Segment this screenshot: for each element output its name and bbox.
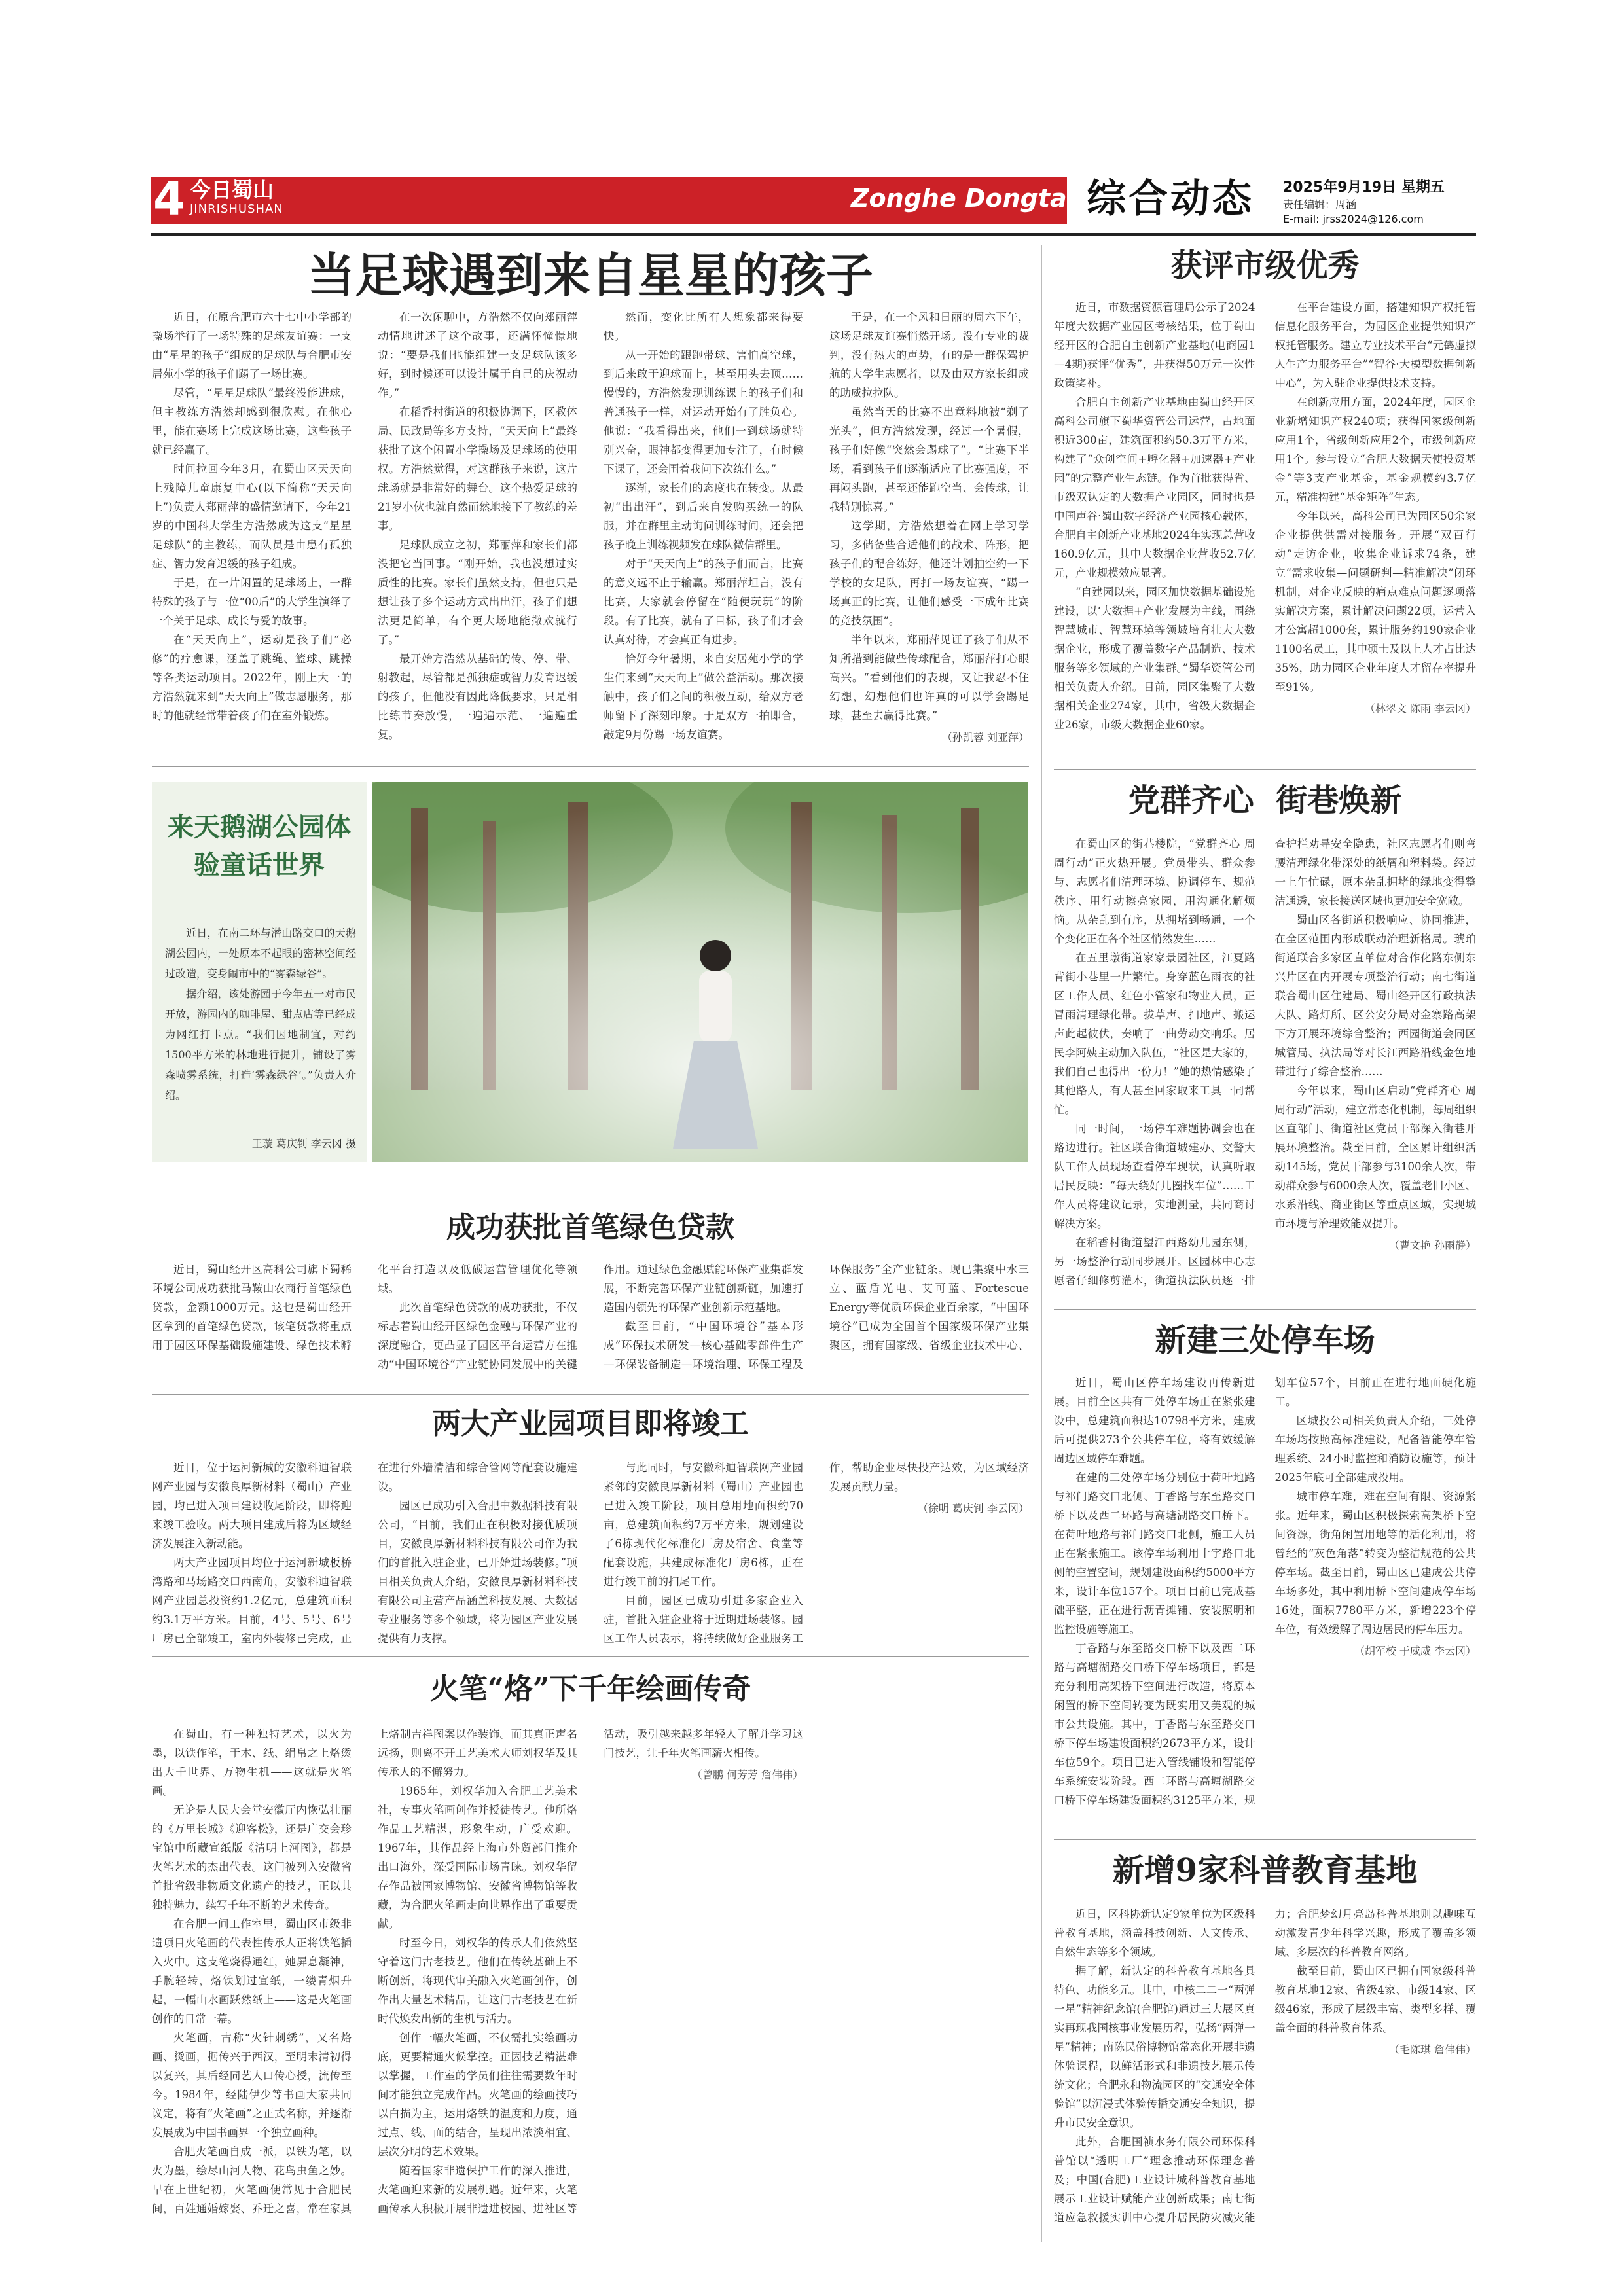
paragraph: 此次首笔绿色贷款的成功获批，不仅标志着蜀山经开区绿色金融与环保产业的深度融合，更凸显了园区平台运营方在推动“中国环境谷”产业链协同发展中的关键作用。通过绿色金融赋能环保产业集群发展，不断完善环保产业链创新链，加速打造国内领先的环保产业创新示范基地。 bbox=[378, 1263, 803, 1371]
paragraph: 在“天天向上”，运动是孩子们“必修”的疗愈课，涵盖了跳绳、篮球、跳操等各类运动项目。2022年，刚上大一的方浩然就来到“天天向上”做志愿服务，那时的他就经常带着孩子们在室外锻炼。 bbox=[152, 634, 352, 722]
paragraph: 近日，市数据资源管理局公示了2024年度大数据产业园区考核结果，位于蜀山经开区的合肥自主创新产业基地(电商园1—4期)获评“优秀”，并获得50万元一次性政策奖补。 bbox=[1054, 301, 1255, 389]
photo-headline: 来天鹅湖公园体验童话世界 bbox=[168, 812, 351, 880]
paragraph: 这学期，方浩然想着在网上学习学习，多储备些合适他们的战术、阵形，把孩子们的配合练好，他还计划抽空约一下学校的女足队，再打一场友谊赛，“踢一场真正的比赛，让他们感受一下成年比赛的竞技氛围”。 bbox=[829, 520, 1029, 627]
paragraph: 虽然当天的比赛不出意料地被“剃了光头”，但方浩然发现，经过一个暑假，孩子们好像“突然会踢球了”。“比赛下半场，看到孩子们逐渐适应了比赛强度，不再闷头跑，甚至还能跑空当、会传球，让我特别惊喜。” bbox=[829, 406, 1029, 513]
paragraph: 蜀山区各街道积极响应、协同推进，在全区范围内形成联动治理新格局。琥珀街道联合多家区直单位对合作化路东侧东兴片区在内开展专项整治行动；南七街道联合蜀山区住建局、蜀山经开区行政执法大队、路灯所、区公安分局对金寨路高架下方开展环境综合整治；西园街道会同区城管局、执法局等对长江西路沿线金色地带进行了综合整治…… bbox=[1274, 914, 1476, 1078]
paragraph: 在建的三处停车场分别位于荷叶地路与祁门路交口北侧、丁香路与东至路交口桥下以及西二环路与高塘湖路交口桥下。在荷叶地路与祁门路交口北侧，施工人员正在紧张施工。该停车场利用十字路口北侧的空置空间，规划建设面积约5000平方米，设计车位157个。项目目前已完成基础平整，正在进行沥青摊铺、安装照明和监控设施等施工。 bbox=[1054, 1471, 1255, 1636]
paragraph: 近日，在原合肥市六十七中小学部的操场举行了一场特殊的足球友谊赛：一支由“星星的孩子”组成的足球队与合肥市安居苑小学的孩子们踢了一场比赛。 bbox=[152, 311, 352, 380]
paragraph: 于是，在一片闲置的足球场上，一群特殊的孩子与一位“00后”的大学生演绎了一个关于足球、成长与爱的故事。 bbox=[152, 577, 352, 627]
paragraph: 据介绍，该处游园于今年五一对市民开放，游园内的咖啡屋、甜点店等已经成为网红打卡点。“我们因地制宜，对约1500平方米的林地进行提升，铺设了雾森喷雾系统，打造‘雾森绿谷’。”负责人介绍。 bbox=[165, 988, 356, 1102]
paragraph: 对于“天天向上”的孩子们而言，比赛的意义远不止于输赢。郑丽萍坦言，没有比赛，大家就会停留在“随便玩玩”的阶段。有了比赛，就有了目标，孩子们才会认真对待，才会真正有进步。 bbox=[604, 558, 803, 646]
paragraph: 城市停车难，难在空间有限、资源紧张。近年来，蜀山区积极探索高架桥下空间资源，街角闲置用地等的活化利用，将曾经的“灰色角落”转变为整洁规范的公共停车场。截至目前，蜀山区已建成公共停车场多处，其中利用桥下空间建成停车场16处，面积7780平方米，新增223个停车位，有效缓解了周边居民的停车压力。 bbox=[1274, 1490, 1476, 1636]
paragraph: 时至今日，刘权华的传承人们依然坚守着这门古老技艺。他们在传统基础上不断创新，将现代审美融入火笔画创作，创作出大量艺术精品，让这门古老技艺在新时代焕发出新的生机与活力。 bbox=[378, 1937, 577, 2025]
article-football-body bbox=[152, 308, 1029, 759]
byline: （毛陈琪 詹伟伟） bbox=[1388, 2043, 1476, 2056]
paragraph: 逐渐，家长们的态度也在转变。从最初“出出汗”，到后来自发购买统一的队服，并在群里主动询问训练时间，还会把孩子晚上训练视频发在球队微信群里。 bbox=[604, 482, 803, 551]
byline: （孙凯蓉 刘亚萍） bbox=[941, 731, 1029, 744]
section-divider bbox=[1054, 769, 1476, 770]
paragraph: 近日，蜀山经开区高科公司旗下蜀稀环境公司成功获批马鞍山农商行首笔绿色贷款，金额1000万元。这也是蜀山经开区拿到的首笔绿色贷款，该笔贷款将重点用于园区环保基础设施建设、绿色技术孵化平台打造以及低碳运营管理优化等领域。 bbox=[152, 1263, 577, 1352]
paragraph: 在五里墩街道家家景园社区，江夏路背街小巷里一片繁忙。身穿蓝色雨衣的社区工作人员、红色小管家和物业人员，正冒雨清理绿化带。拔草声、扫地声、搬运声此起彼伏，奏响了一曲劳动交响乐。居民李阿姨主动加入队伍，“社区是大家的，我们自己也得出一份力！”她的热情感染了其他路人，有人甚至回家取来工具一同帮忙。 bbox=[1054, 952, 1255, 1116]
paragraph: 在合肥一间工作室里，蜀山区市级非遗项目火笔画的代表性传承人正将铁笔插入火中。这支笔烧得通红，她屏息凝神，手腕轻转，烙铁划过宣纸，一缕青烟升起，一幅山水画跃然纸上——这是火笔画创作的日常一幕。 bbox=[152, 1918, 352, 2025]
headline-parking: 新建三处停车场 bbox=[1155, 1322, 1375, 1359]
paragraph: 截至目前，“中国环境谷”基本形成“环保技术研发—核心基础零部件生产—环保装备制造—环境治理、环保工程及环保服务”全产业链条。现已集聚中水三立、蓝盾光电、艾可蓝、Fortescue Energy等优质环保企业百余家，“中国环境谷”已成为全国首个国家级环保产业集聚区，拥有国家级、省级企业技术中心、 bbox=[604, 1263, 1029, 1371]
paragraph: 今年以来，蜀山区启动“党群齐心 周周行动”活动，建立常态化机制，每周组织区直部门、街道社区党员干部深入街巷开展环境整治。截至目前，全区累计组织活动145场，党员干部参与3100余人次，带动群众参与6000余人次，覆盖老旧小区、水系沿线、商业街区等重点区域，实现城市环境与治理效能双提升。 bbox=[1274, 1085, 1476, 1230]
article-evaluation-body bbox=[1054, 298, 1476, 762]
paragraph: 随着国家非遗保护工作的深入推进，火笔画迎来新的发展机遇。近年来，火笔画传承人积极开展非遗进校园、进社区等活动，吸引越来越多年轻人了解并学习这门技艺，让千年火笔画薪火相传。 bbox=[378, 1728, 803, 2215]
paragraph: 近日，位于运河新城的安徽科迪智联网产业园与安徽良厚新材料（蜀山）产业园，均已进入项目建设收尾阶段，即将迎来竣工验收。两大项目建成后将为区域经济发展注入新动能。 bbox=[152, 1462, 352, 1550]
paragraph: 与此同时，与安徽科迪智联网产业园紧邻的安徽良厚新材料（蜀山）产业园也已进入竣工阶段，项目总用地面积约70亩，总建筑面积约7万平方米，规划建设了6栋现代化标准化厂房及宿舍、食堂等配套设施，共建成标准化厂房6栋，正在进行竣工前的扫尾工作。 bbox=[604, 1462, 803, 1588]
paragraph: 半年以来，郑丽萍见证了孩子们从不知所措到能做些传球配合，郑丽萍打心眼高兴。“看到他们的表现，又让我忍不住幻想，幻想他们也许真的可以学会踢足球，甚至去赢得比赛。” bbox=[829, 634, 1029, 722]
paragraph: 此外，合肥国祯水务有限公司环保科普馆以“透明工厂”理念推动环保理念普及；中国(合肥)工业设计城科普教育基地展示工业设计赋能产业创新成果；南七街道应急救援实训中心提升居民防灾减灾能力；合肥梦幻月亮岛科普基地则以趣味互动激发青少年科学兴趣，形成了覆盖多领域、多层次的科普教育网络。 bbox=[1054, 1908, 1476, 2224]
section-divider bbox=[152, 1394, 1029, 1395]
paragraph: 最开始方浩然从基础的传、停、带、射教起，尽管都是孤独症或智力发育迟缓的孩子，但他没有因此降低要求，只是相比练节奏放慢，一遍遍示范、一遍遍重复。 bbox=[378, 653, 577, 741]
paragraph: 1965年，刘权华加入合肥工艺美术社，专事火笔画创作并授徒传艺。他所烙作品工艺精湛，形象生动，广受欢迎。1967年，其作品经上海市外贸部门推介出口海外，深受国际市场青睐。刘权华留存作品被国家博物馆、安徽省博物馆等收藏，为合肥火笔画走向世界作出了重要贡献。 bbox=[378, 1785, 577, 1930]
paragraph: 丁香路与东至路交口桥下以及西二环路与高塘湖路交口桥下停车场项目，都是充分利用高架桥下空间进行改造，将原本闲置的桥下空间转变为既实用又美观的城市公共设施。其中，丁香路与东至路交口桥下停车场建设面积约2673平方米，设计车位59个。项目已进入管线铺设和智能停车系统安装阶段。西二环路与高塘湖路交口桥下停车场建设面积约3125平方米，规划车位57个，目前正在进行地面硬化施工。 bbox=[1054, 1376, 1476, 1806]
headline-party: 党群齐心 街巷焕新 bbox=[1128, 782, 1402, 819]
park-photo-graphic bbox=[372, 782, 1028, 1162]
paragraph: 在稻香村街道望江西路幼儿园东侧，另一场整治行动同步展开。区园林中心志愿者仔细修剪灌木，街道执法队员逐一排查护栏劝导安全隐患，社区志愿者们则弯腰清理绿化带深处的纸屑和塑料袋。经过一上午忙碌，原本杂乱拥堵的绿地变得整洁通透，家长接送区域也更加安全宽敞。 bbox=[1054, 838, 1476, 1287]
paper-name: 今日蜀山 bbox=[190, 177, 274, 202]
article-pyrography-body bbox=[152, 1725, 1029, 2235]
page-number: 4 bbox=[153, 172, 185, 226]
paragraph: 截至目前，蜀山区已拥有国家级科普教育基地12家、省级4家、市级14家、区级46家，形成了层级丰富、类型多样、覆盖全面的科普教育体系。 bbox=[1274, 1965, 1476, 2034]
paragraph: 区城投公司相关负责人介绍，三处停车场均按照高标准建设，配备智能停车管理系统、24小时监控和消防设施等，预计2025年底可全部建成投用。 bbox=[1274, 1414, 1476, 1484]
header-rule bbox=[151, 233, 1476, 236]
section-title-zh: 综合动态 bbox=[1087, 176, 1254, 222]
byline: （曾鹏 何芳芳 詹伟伟） bbox=[691, 1768, 803, 1781]
paragraph: 合肥火笔画自成一派，以铁为笔，以火为墨，绘尽山河人物、花鸟虫鱼之妙。早在上世纪初，火笔画便常见于合肥民间，百姓通婚嫁娶、乔迁之喜，常在家具上烙制吉祥图案以作装饰。而其真正声名远扬，则离不开工艺美术大师刘权华及其传承人的不懈努力。 bbox=[152, 1728, 577, 2215]
paragraph: 合肥自主创新产业基地由蜀山经开区高科公司旗下蜀华资管公司运营，占地面积近300亩，建筑面积约50.3万平方米，构建了“众创空间+孵化器+加速器+产业园”的完整产业生态链。作为首批获得省、市级双认定的大数据产业园区，同时也是中国声谷·蜀山数字经济产业园核心载体，合肥自主创新产业基地2024年实现总营收160.9亿元，其中大数据企业营收52.7亿元，产业规模效应显著。 bbox=[1054, 396, 1255, 579]
article-parking-body bbox=[1054, 1373, 1476, 1831]
paragraph: 恰好今年暑期，来自安居苑小学的学生们来到“天天向上”做公益活动。那次接触中，孩子们之间的积极互动，给双方老师留下了深刻印象。于是双方一拍即合，敲定9月份踢一场友谊赛。 bbox=[604, 653, 803, 741]
paragraph: 在蜀山，有一种独特艺术，以火为墨，以铁作笔，于木、纸、绢帛之上烙烫出大千世界、万物生机——这就是火笔画。 bbox=[152, 1728, 352, 1797]
headline-loan: 成功获批首笔绿色贷款 bbox=[446, 1211, 734, 1244]
section-divider bbox=[152, 766, 1029, 767]
byline: （林翠文 陈雨 李云冈） bbox=[1364, 702, 1476, 715]
column-divider bbox=[1041, 245, 1042, 2242]
headline-industrial: 两大产业园项目即将竣工 bbox=[432, 1407, 749, 1441]
paragraph: 近日，区科协新认定9家单位为区级科普教育基地，涵盖科技创新、人文传承、自然生态等多个领域。 bbox=[1054, 1908, 1255, 1958]
issue-meta bbox=[1283, 178, 1445, 226]
paragraph: 园区已成功引入合肥中数据科技有限公司，“目前，我们正在积极对接优质项目，安徽良厚新材料科技有限公司作为我们的首批入驻企业，已开始进场装修。”项目相关负责人介绍，安徽良厚新材料科技有限公司主营产品涵盖科技发展、大数据专业服务等多个领域，将为园区产业发展提供有力支撑。 bbox=[378, 1499, 577, 1645]
article-science-body bbox=[1054, 1905, 1476, 2235]
park-photo bbox=[372, 782, 1028, 1162]
paragraph: 在蜀山区的街巷楼院，“党群齐心 周周行动”正火热开展。党员带头、群众参与、志愿者们清理环境、协调停车、规范秩序、用行动擦亮家园，用沟通化解烦恼。从杂乱到有序，从拥堵到畅通，一个个变化正在各个社区悄然发生…… bbox=[1054, 838, 1255, 945]
issue-email: E-mail: jrss2024@126.com bbox=[1283, 213, 1424, 225]
paper-pinyin: JINRISHUSHAN bbox=[190, 202, 283, 216]
paragraph: 从一开始的跟跑带球、害怕高空球，到后来敢于迎球而上，甚至用头去顶……慢慢的，方浩然发现训练课上的孩子们和普通孩子一样，对运动开始有了胜负心。他说：“我看得出来，他们一到球场就特别兴奋，眼神都变得更加专注了，有时候下课了，还会围着我问下次练什么。” bbox=[604, 349, 803, 475]
byline: （胡军校 于威威 李云冈） bbox=[1354, 1645, 1476, 1657]
photo-credit: 王璇 葛庆钊 李云冈 摄 bbox=[251, 1138, 356, 1150]
section-divider bbox=[1054, 1839, 1476, 1840]
paragraph: 火笔画，古称“火针刺绣”，又名烙画、烫画，据传兴于西汉，至明末清初得以复兴，其后经同艺人口传心授，流传至今。1984年，经陆伊少等书画大家共同议定，将有“火笔画”之正式名称，并逐渐发展成为中国书画界一个独立画种。 bbox=[152, 2032, 352, 2139]
paragraph: 目前，园区已成功引进多家企业入驻，首批入驻企业将于近期进场装修。园区工作人员表示，将持续做好企业服务工作，帮助企业尽快投产达效，为区域经济发展贡献力量。 bbox=[604, 1462, 1029, 1645]
paragraph: 同一时间，一场停车难题协调会也在路边进行。社区联合街道城建办、交警大队工作人员现场查看停车现状，认真听取居民反映：“每天绕好几圈找车位”……工作人员将建议记录，实地测量，共同商讨解决方案。 bbox=[1054, 1122, 1255, 1230]
paragraph: 然而，变化比所有人想象都来得要快。 bbox=[604, 311, 803, 342]
paragraph: 今年以来，高科公司已为园区50余家企业提供供需对接服务。开展“双百行动”走访企业，收集企业诉求74条，建立“需求收集—问题研判—精准解决”闭环机制，对企业反映的痛点难点问题逐项落实解决方案，累计解决问题22项，运营入才公寓超1000套，累计服务约190家企业1100名员工，其中硕士及以上人才占比达35%，助力园区企业年度人才留存率提升至91%。 bbox=[1274, 510, 1476, 693]
paragraph: 两大产业园项目均位于运河新城板桥湾路和马场路交口西南角，安徽科迪智联网产业园总投资约1.2亿元，总建筑面积约3.1万平方米。目前，4号、5号、6号厂房已全部竣工，室内外装修已完成，正在进行外墙清洁和综合管网等配套设施建设。 bbox=[152, 1462, 577, 1645]
paragraph: 于是，在一个风和日丽的周六下午，这场足球友谊赛悄然开场。没有专业的裁判，没有热大的声势，有的是一群保驾护航的大学生志愿者，以及由双方家长组成的助威拉拉队。 bbox=[829, 311, 1029, 399]
section-title-en: Zonghe Dongtai bbox=[851, 184, 1075, 213]
issue-editor: 责任编辑：周涵 bbox=[1283, 198, 1357, 211]
paragraph: 无论是人民大会堂安徽厅内恢弘壮丽的《万里长城》《迎客松》，还是广交会珍宝馆中所藏宣纸版《清明上河图》，都是火笔艺术的杰出代表。这门被列入安徽省首批省级非物质文化遗产的技艺，正以其独特魅力，续写千年不断的艺术传奇。 bbox=[152, 1804, 352, 1911]
headline-science: 新增9家科普教育基地 bbox=[1112, 1852, 1418, 1889]
headline-pyrography: 火笔“烙”下千年绘画传奇 bbox=[429, 1672, 751, 1706]
section-divider bbox=[1054, 1309, 1476, 1310]
byline: （曹文艳 孙雨静） bbox=[1388, 1239, 1476, 1251]
paragraph: 在平台建设方面，搭建知识产权托管信息化服务平台，为园区企业提供知识产权托管服务。建立专业技术平台“元鹤虚拟人生产力服务平台”“智谷·大模型数据创新中心”，为入驻企业提供技术支持。 bbox=[1274, 301, 1476, 389]
paragraph: 在稻香村街道的积极协调下，区教体局、民政局等多方支持，“天天向上”最终获批了这个闲置小学操场及足球场的使用权。方浩然觉得，对这群孩子来说，这片球场就是非常好的舞台。这个热爱足球的21岁小伙也就自然而然地接下了教练的差事。 bbox=[378, 406, 577, 532]
paragraph: 尽管，“星星足球队”最终没能进球，但主教练方浩然却感到很欣慰。在他心里，能在赛场上完成这场比赛，这些孩子就已经赢了。 bbox=[152, 387, 352, 456]
paragraph: 近日，在南二环与潜山路交口的天鹅湖公园内，一处原本不起眼的密林空间经过改造，变身闹市中的“雾森绿谷”。 bbox=[165, 927, 356, 980]
byline: （徐明 葛庆钊 李云冈） bbox=[917, 1502, 1029, 1515]
headline-football: 当足球遇到来自星星的孩子 bbox=[307, 247, 873, 303]
paragraph: 时间拉回今年3月，在蜀山区天天向上残障儿童康复中心(以下简称“天天向上”)负责人郑丽萍的盛情邀请下，今年21岁的中国科大学生方浩然成为这支“星星足球队”的主教练，而队员是由患有孤独症、智力发育迟缓的孩子组成。 bbox=[152, 463, 352, 570]
paragraph: 在创新应用方面，2024年度，园区企业新增知识产权240项；获得国家级创新应用1个，省级创新应用2个，市级创新应用1个。参与设立“合肥大数据天使投资基金”等3支产业基金，基金规模约3.7亿元，精准构建“基金矩阵”生态。 bbox=[1274, 396, 1476, 503]
issue-date: 2025年9月19日 星期五 bbox=[1283, 179, 1445, 196]
section-divider bbox=[152, 1656, 1029, 1657]
photo-caption-text bbox=[165, 923, 356, 1105]
paragraph: 近日，蜀山区停车场建设再传新进展。目前全区共有三处停车场正在紧张建设中，总建筑面积达10798平方米，建成后可提供273个公共停车位，将有效缓解周边区域停车难题。 bbox=[1054, 1376, 1255, 1465]
paragraph: “自建园以来，园区加快数据基础设施建设，以‘大数据+产业’发展为主线，围绕智慧城市、智慧环境等领域培育壮大大数据企业，形成了覆盖数字产品制造、技术服务等多领域的产业集群。”蜀华资管公司相关负责人介绍。目前，园区集聚了大数据相关企业274家，其中，省级大数据企业26家，市级大数据企业60家。 bbox=[1054, 586, 1255, 731]
paragraph: 在一次闲聊中，方浩然不仅向郑丽萍动情地讲述了这个故事，还满怀憧憬地说：“要是我们也能组建一支足球队该多好，到时候还可以设计属于自己的庆祝动作。” bbox=[378, 311, 577, 399]
paragraph: 足球队成立之初，郑丽萍和家长们都没把它当回事。“刚开始，我也没想过实质性的比赛。家长们虽然支持，但也只是想让孩子多个运动方式出出汗，孩子们想法更是简单，有个更大场地能撒欢就行了。” bbox=[378, 539, 577, 646]
paragraph: 据了解，新认定的科普教育基地各具特色、功能多元。其中，中核二二一“两弹一星”精神纪念馆(合肥馆)通过三大展区真实再现我国核事业发展历程，弘扬“两弹一星”精神；南陈民俗博物馆常态化开展非遗体验课程，以鲜活形式和非遗技艺展示传统文化；合肥永和物流园区的“交通安全体验馆”以沉浸式体验传播交通安全知识，提升市民安全意识。 bbox=[1054, 1965, 1255, 2129]
article-party-body bbox=[1054, 834, 1476, 1302]
article-loan-body bbox=[152, 1260, 1029, 1390]
article-industrial-body bbox=[152, 1458, 1029, 1649]
paragraph: 创作一幅火笔画，不仅需扎实绘画功底，更要精通火候掌控。正因技艺精湛难以掌握，工作室的学员们往往需要数年时间才能独立完成作品。火笔画的绘画技巧以白描为主，运用烙铁的温度和力度，通过点、线、面的结合，呈现出浓淡相宜、层次分明的艺术效果。 bbox=[378, 2032, 577, 2158]
headline-evaluation: 获评市级优秀 bbox=[1170, 247, 1360, 284]
